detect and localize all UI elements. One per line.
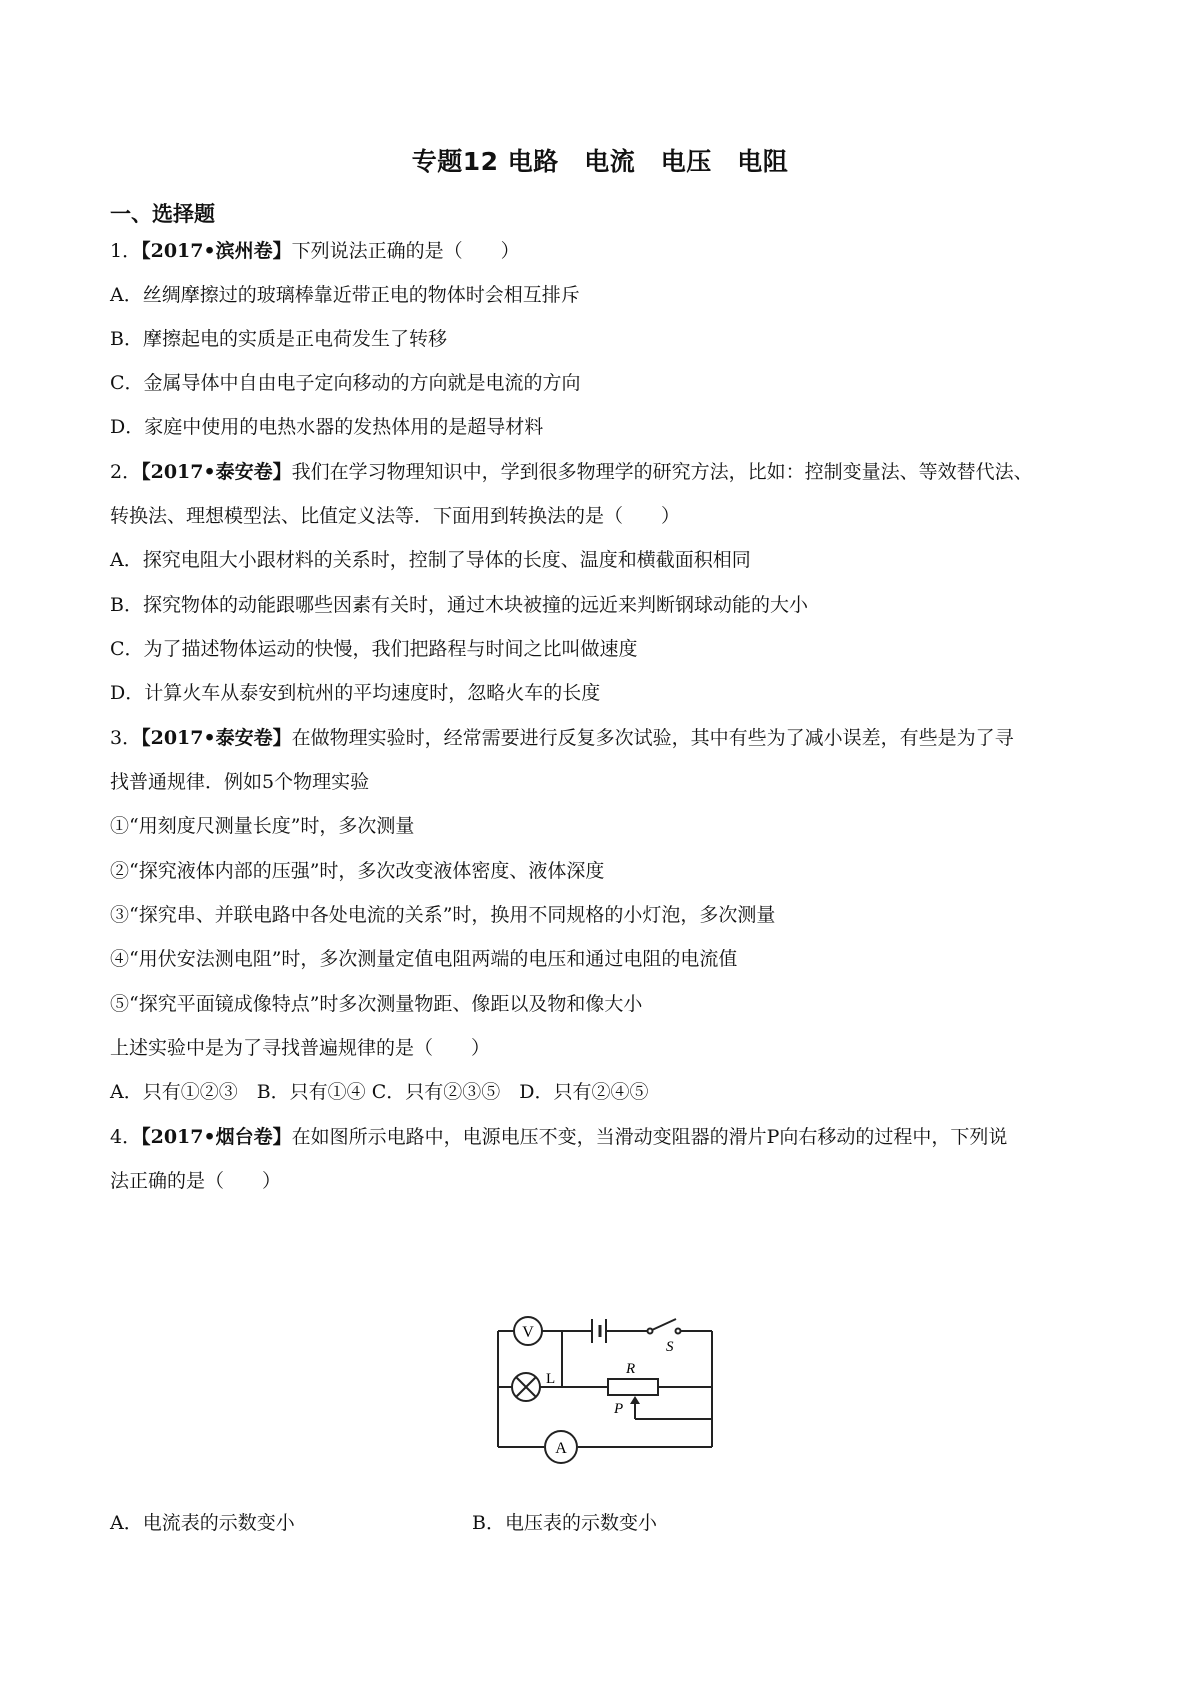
ammeter-label: A xyxy=(555,1440,567,1457)
question-3-stem: 3．【2017•泰安卷】在做物理实验时，经常需要进行反复多次试验，其中有些为了减小误差，有些是为了寻 xyxy=(110,727,1014,749)
voltmeter-label: V xyxy=(522,1324,534,1341)
question-2-option-b: B．探究物体的动能跟哪些因素有关时，通过木块被撞的远近来判断钢球动能的大小 xyxy=(110,594,808,616)
switch-label: S xyxy=(666,1339,674,1355)
question-2-source: 【2017•泰安卷】 xyxy=(141,461,292,483)
question-1-option-b: B．摩擦起电的实质是正电荷发生了转移 xyxy=(110,328,447,350)
question-3-item-1: ①“用刻度尺测量长度”时，多次测量 xyxy=(110,815,415,837)
question-3-stem-continued: 找普通规律．例如5个物理实验 xyxy=(110,771,370,793)
section-heading: 一、选择题 xyxy=(110,202,215,226)
question-3-source: 【2017•泰安卷】 xyxy=(141,727,292,749)
question-1-option-a: A．丝绸摩擦过的玻璃棒靠近带正电的物体时会相互排斥 xyxy=(110,284,580,306)
question-3-options: A．只有①②③ B．只有①④ C．只有②③⑤ D．只有②④⑤ xyxy=(110,1081,649,1103)
switch-icon xyxy=(648,1319,681,1334)
question-3-item-2: ②“探究液体内部的压强”时，多次改变液体密度、液体深度 xyxy=(110,860,605,882)
resistor-label: R xyxy=(626,1361,636,1377)
question-2-stem-continued: 转换法、理想模型法、比值定义法等．下面用到转换法的是（ ） xyxy=(110,505,681,527)
slider-label: P xyxy=(614,1401,624,1417)
question-2-option-c: C．为了描述物体运动的快慢，我们把路程与时间之比叫做速度 xyxy=(110,638,638,660)
question-1-source: 【2017•滨州卷】 xyxy=(141,240,292,262)
question-2-stem: 2．【2017•泰安卷】我们在学习物理知识中，学到很多物理学的研究方法，比如：控制变量法、等效替代法、 xyxy=(110,461,1033,483)
question-2-option-d: D．计算火车从泰安到杭州的平均速度时，忽略火车的长度 xyxy=(110,682,601,704)
question-1-option-d: D．家庭中使用的电热水器的发热体用的是超导材料 xyxy=(110,416,544,438)
question-4-stem-continued: 法正确的是（ ） xyxy=(110,1170,282,1192)
question-1-stem: 1．【2017•滨州卷】下列说法正确的是（ ） xyxy=(110,240,520,262)
question-3-item-3: ③“探究串、并联电路中各处电流的关系”时，换用不同规格的小灯泡，多次测量 xyxy=(110,904,776,926)
slider-arrow-icon xyxy=(630,1396,640,1404)
lamp-label: L xyxy=(546,1371,556,1387)
question-3-question: 上述实验中是为了寻找普遍规律的是（ ） xyxy=(110,1037,491,1059)
circuit-diagram xyxy=(490,1307,722,1485)
lamp-icon xyxy=(512,1373,540,1401)
question-2-option-a: A．探究电阻大小跟材料的关系时，控制了导体的长度、温度和横截面积相同 xyxy=(110,549,751,571)
question-4-option-b: B．电压表的示数变小 xyxy=(472,1512,657,1534)
page-title: 专题12 电路 电流 电压 电阻 xyxy=(411,147,789,176)
question-3-item-5: ⑤“探究平面镜成像特点”时多次测量物距、像距以及物和像大小 xyxy=(110,993,643,1015)
battery-icon xyxy=(592,1319,606,1343)
question-4-option-a: A．电流表的示数变小 xyxy=(110,1512,295,1534)
question-4-source: 【2017•烟台卷】 xyxy=(141,1126,292,1148)
question-4-stem: 4．【2017•烟台卷】在如图所示电路中，电源电压不变，当滑动变阻器的滑片P向右移动的过程中，下列说 xyxy=(110,1126,1008,1148)
resistor-icon xyxy=(608,1379,658,1395)
question-3-item-4: ④“用伏安法测电阻”时，多次测量定值电阻两端的电压和通过电阻的电流值 xyxy=(110,948,738,970)
question-1-option-c: C．金属导体中自由电子定向移动的方向就是电流的方向 xyxy=(110,372,581,394)
